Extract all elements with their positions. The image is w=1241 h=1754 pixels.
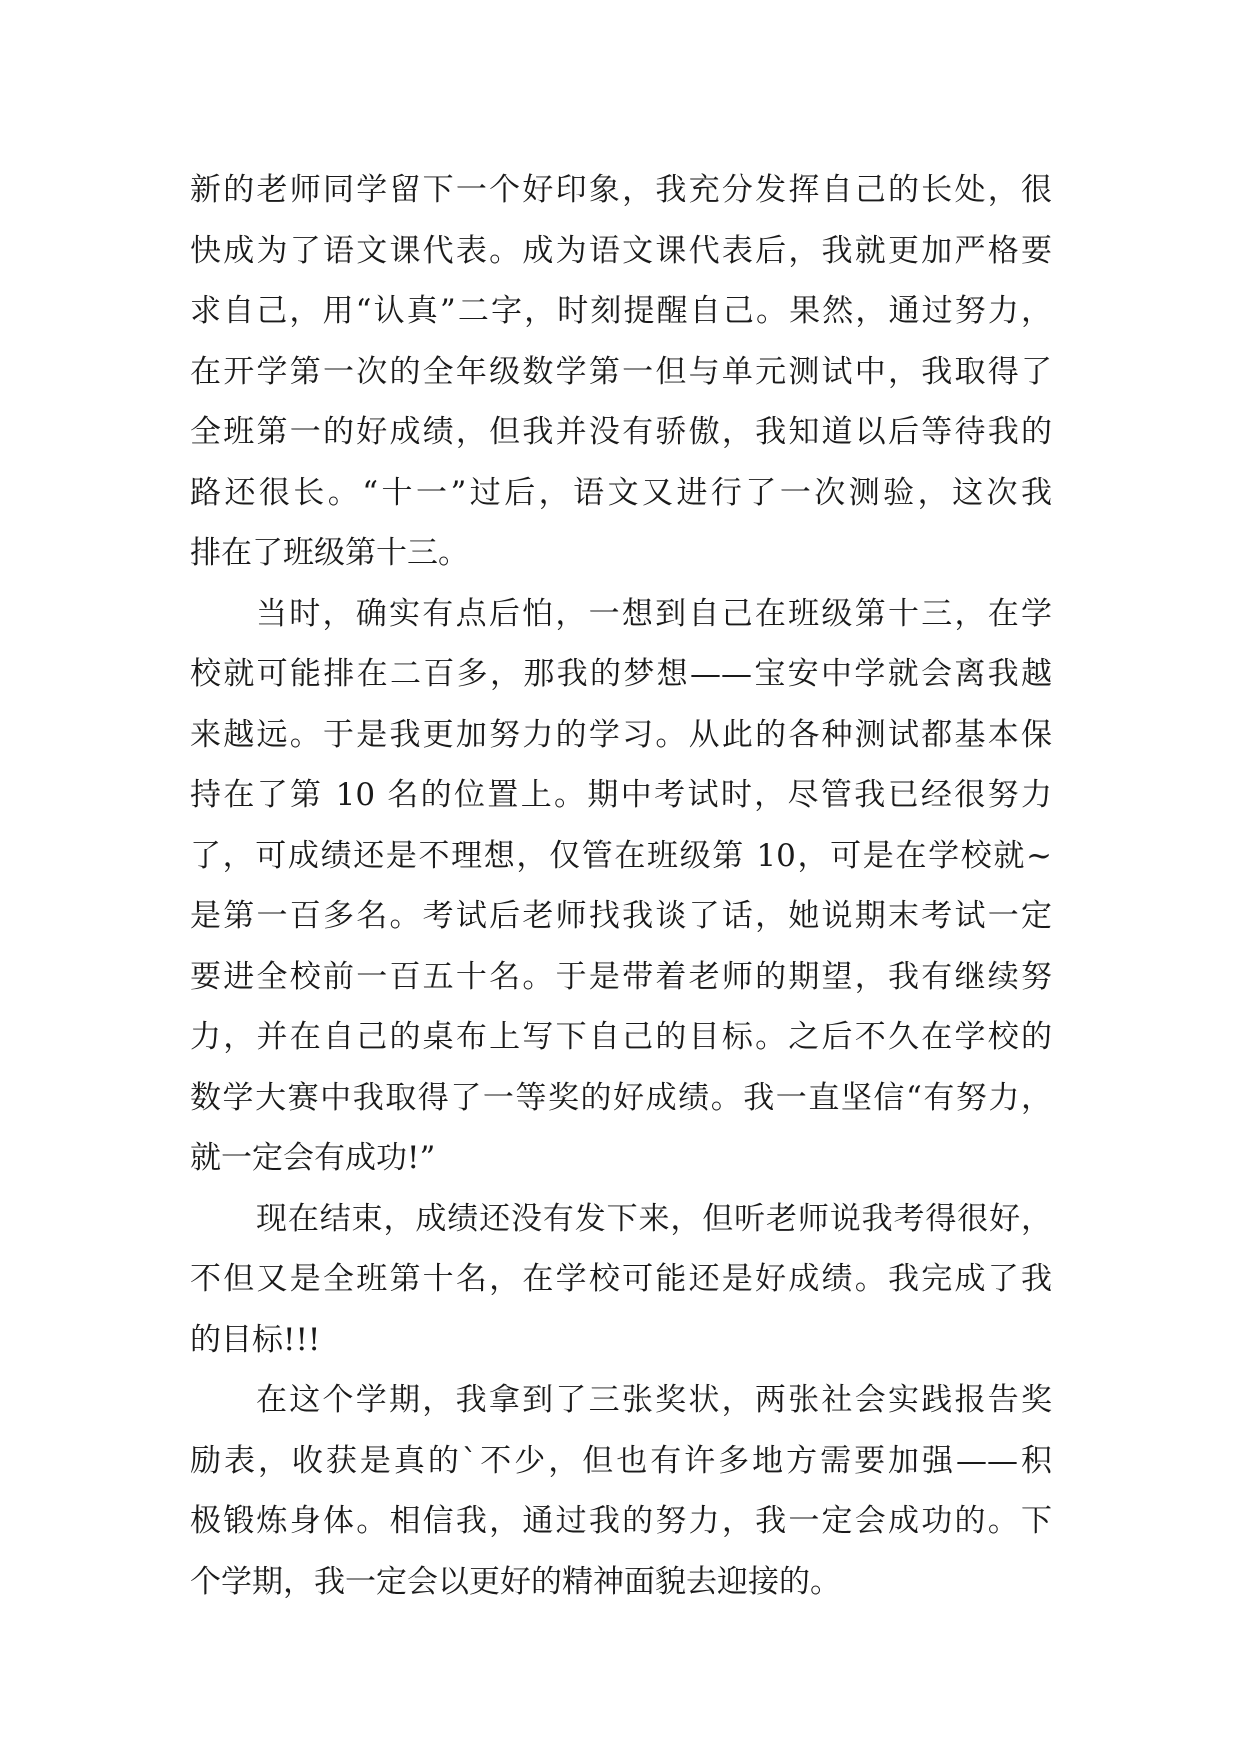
text-line: 在这个学期，我拿到了三张奖状，两张社会实践报告奖 [256,1382,1052,1418]
text-line: 来越远。于是我更加努力的学习。从此的各种测试都基本保 [190,716,1052,753]
text-line: 路还很长。“十一”过后，语文又进行了一次测验，这次我 [190,474,1052,511]
text-line: 是第一百多名。考试后老师找我谈了话，她说期末考试一定 [190,898,1052,934]
paragraph-1 [190,160,1052,584]
text-line: 持在了第 10 名的位置上。期中考试时，尽管我已经很努力 [190,777,1052,813]
text-line: 现在结束，成绩还没有发下来，但听老师说我考得很好， [256,1200,1052,1237]
text-line: 力，并在自己的桌布上写下自己的目标。之后不久在学校的 [190,1019,1052,1055]
text-line: 个学期，我一定会以更好的精神面貌去迎接的。 [190,1563,841,1600]
paragraph-4 [190,1370,1052,1612]
text-line: 就一定会有成功!” [190,1140,436,1176]
text-line: 校就可能排在二百多，那我的梦想——宝安中学就会离我越 [190,656,1052,692]
text-line: 全班第一的好成绩，但我并没有骄傲，我知道以后等待我的 [190,414,1052,450]
text-line: 在开学第一次的全年级数学第一但与单元测试中，我取得了 [190,353,1052,390]
paragraph-2 [190,584,1052,1189]
text-line: 了，可成绩还是不理想，仅管在班级第 10，可是在学校就~ [190,837,1052,874]
text-line: 数学大赛中我取得了一等奖的好成绩。我一直坚信“有努力， [190,1079,1052,1116]
text-line: 极锻炼身体。相信我，通过我的努力，我一定会成功的。下 [190,1503,1052,1539]
text-line: 的目标!!! [190,1321,321,1358]
text-line: 不但又是全班第十名，在学校可能还是好成绩。我完成了我 [190,1261,1052,1297]
text-line: 新的老师同学留下一个好印象，我充分发挥自己的长处，很 [190,172,1052,208]
text-line: 励表，收获是真的`不少，但也有许多地方需要加强——积 [190,1442,1052,1479]
text-line: 排在了班级第十三。 [190,535,469,571]
text-line: 快成为了语文课代表。成为语文课代表后，我就更加严格要 [190,232,1052,269]
text-line: 当时，确实有点后怕，一想到自己在班级第十三，在学 [256,595,1052,632]
paragraph-3 [190,1189,1052,1371]
text-line: 求自己，用“认真”二字，时刻提醒自己。果然，通过努力， [190,293,1052,329]
document-page [190,160,1052,1612]
text-line: 要进全校前一百五十名。于是带着老师的期望，我有继续努 [190,958,1052,995]
